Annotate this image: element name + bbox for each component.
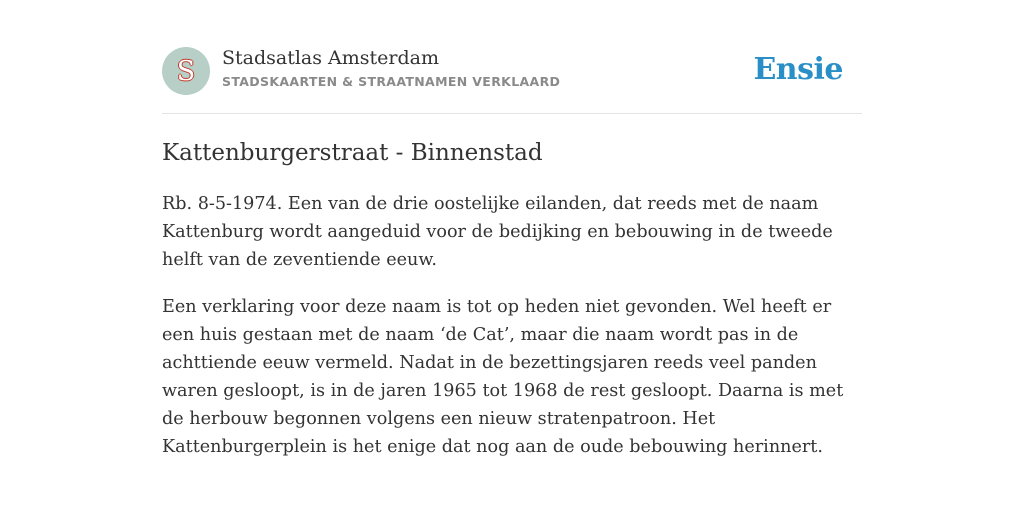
header: [162, 46, 862, 96]
article-body: [162, 190, 862, 480]
brand-logo[interactable]: Ensie: [753, 52, 843, 87]
article-paragraph: Rb. 8-5-1974. Een van de drie oostelijke eilanden, dat reeds met de naam Kattenburg wordt aangeduid voor de bedijking en bebouwing in de tweede helft van de zeventiende eeuw.: [162, 194, 833, 270]
article-title: Kattenburgerstraat - Binnenstad: [162, 140, 543, 166]
site-title[interactable]: Stadsatlas Amsterdam: [222, 47, 440, 69]
avatar[interactable]: S: [162, 47, 210, 95]
header-divider: [162, 113, 862, 114]
article-paragraph: Een verklaring voor deze naam is tot op heden niet gevonden. Wel heeft er een huis gestaan met de naam ‘de Cat’, maar die naam wordt pas in de achttiende eeuw vermeld. Nadat in de bezettingsjaren reeds veel panden waren gesloopt, is in de jaren 1965 tot 1968 de rest gesloopt. Daarna is met de herbouw begonnen volgens een nieuw stratenpatroon. Het Kattenburgerplein is het enige dat nog aan de oude bebouwing herinnert.: [162, 297, 844, 457]
site-subtitle: STADSKAARTEN & STRAATNAMEN VERKLAARD: [222, 74, 561, 89]
